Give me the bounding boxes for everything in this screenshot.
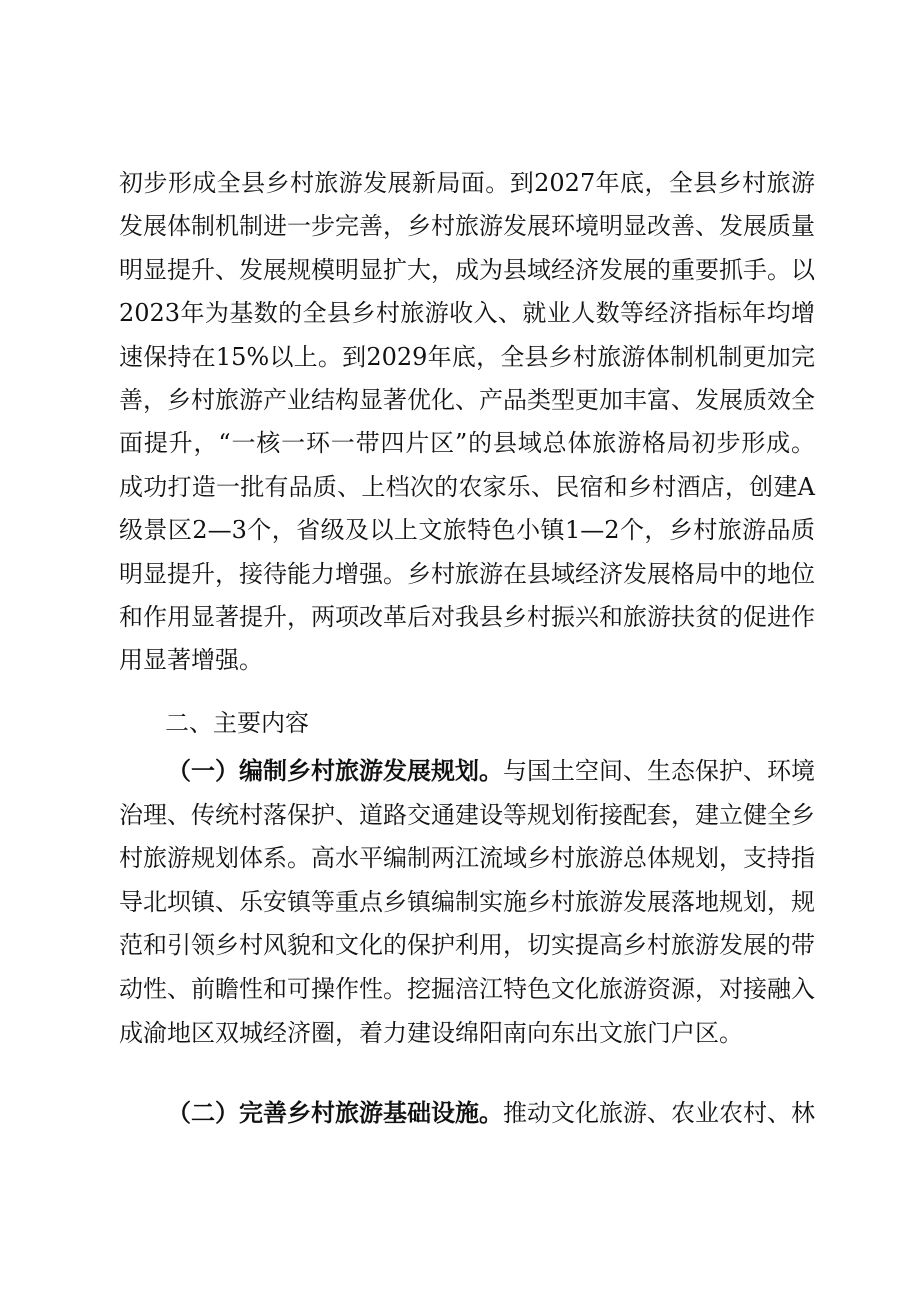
item-1-body: 与国土空间、生态保护、环境治理、传统村落保护、道路交通建设等规划衔接配套，建立健全乡村旅游规划体系。高水平编制两江流域乡村旅游总体规划，支持指导北坝镇、乐安镇等重点乡镇编制实施乡村旅游发展落地规划，规范和引领乡村风貌和文化的保护利用，切实提高乡村旅游发展的带动性、前瞻性和可操作性。挖掘涪江特色文化旅游资源，对接融入成渝地区双城经济圈，着力建设绵阳南向东出文旅门户区。 [119, 757, 815, 1047]
paragraph-item-2 [119, 1092, 815, 1136]
item-2-lead: （二）完善乡村旅游基础设施。 [167, 1099, 503, 1127]
item-1-lead: （一）编制乡村旅游发展规划。 [167, 757, 503, 785]
section-heading-main-content: 二、主要内容 [165, 709, 309, 737]
paragraph-item-1 [119, 750, 815, 1055]
paragraph-development-goals: 初步形成全县乡村旅游发展新局面。到2027年底，全县乡村旅游发展体制机制进一步完善，乡村旅游发展环境明显改善、发展质量明显提升、发展规模明显扩大，成为县域经济发展的重要抓手。以2023年为基数的全县乡村旅游收入、就业人数等经济指标年均增速保持在15%以上。到2029年底，全县乡村旅游体制机制更加完善，乡村旅游产业结构显著优化、产品类型更加丰富、发展质效全面提升，“一核一环一带四片区”的县域总体旅游格局初步形成。成功打造一批有品质、上档次的农家乐、民宿和乡村酒店，创建A级景区2—3个，省级及以上文旅特色小镇1—2个，乡村旅游品质明显提升，接待能力增强。乡村旅游在县域经济发展格局中的地位和作用显著提升，两项改革后对我县乡村振兴和旅游扶贫的促进作用显著增强。 [119, 169, 815, 675]
item-2-body: 推动文化旅游、农业农村、林 [503, 1099, 815, 1127]
